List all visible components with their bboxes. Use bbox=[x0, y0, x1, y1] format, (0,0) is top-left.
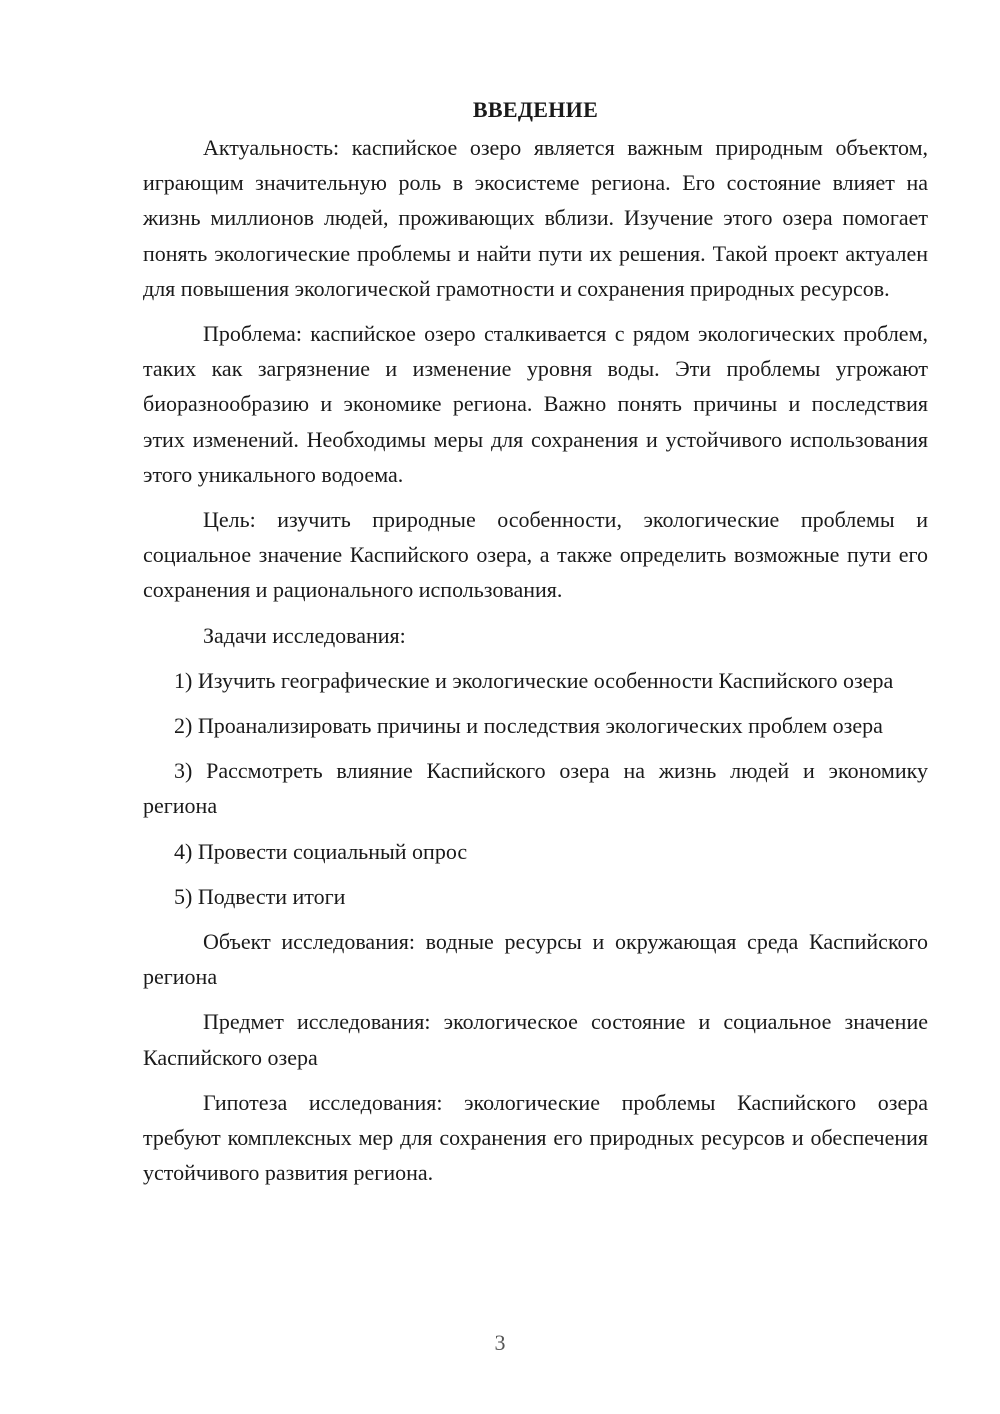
task-item: 4) Провести социальный опрос bbox=[174, 838, 468, 864]
paragraph-subject: Предмет исследования: экологическое состояние и социальное значение Каспийского озера bbox=[143, 1009, 928, 1070]
tasks-list bbox=[143, 663, 928, 914]
tasks-heading: Задачи исследования: bbox=[203, 622, 406, 648]
paragraph-goal: Цель: изучить природные особенности, экологические проблемы и социальное значение Каспийского озера, а также определить возможные пути его сохранения и рационального использования. bbox=[143, 507, 928, 603]
section-title: ВВЕДЕНИЕ bbox=[472, 97, 599, 122]
document-page bbox=[143, 92, 928, 1200]
paragraph-object: Объект исследования: водные ресурсы и окружающая среда Каспийского региона bbox=[143, 929, 928, 990]
paragraph-problem: Проблема: каспийское озеро сталкивается с рядом экологических проблем, таких как загрязнение и изменение уровня воды. Эти проблемы угрожают биоразнообразию и экономике региона. Важно понять причины и последствия этих изменений. Необходимы меры для сохранения и устойчивого использования этого уникального водоема. bbox=[143, 321, 928, 487]
paragraph-relevance: Актуальность: каспийское озеро является важным природным объектом, играющим значительную роль в экосистеме региона. Его состояние влияет на жизнь миллионов людей, проживающих вблизи. Изучение этого озера помогает понять экологические проблемы и найти пути их решения. Такой проект актуален для повышения экологической грамотности и сохранения природных ресурсов. bbox=[143, 135, 928, 301]
paragraph-hypothesis: Гипотеза исследования: экологические проблемы Каспийского озера требуют комплексных мер для сохранения его природных ресурсов и обеспечения устойчивого развития региона. bbox=[143, 1089, 928, 1186]
task-item: 2) Проанализировать причины и последствия экологических проблем озера bbox=[174, 713, 883, 739]
page-number: 3 bbox=[494, 1330, 506, 1355]
task-item: 3) Рассмотреть влияние Каспийского озера на жизнь людей и экономику региона bbox=[143, 758, 928, 819]
task-item: 5) Подвести итоги bbox=[174, 883, 346, 909]
task-item: 1) Изучить географические и экологические особенности Каспийского озера bbox=[174, 667, 894, 693]
